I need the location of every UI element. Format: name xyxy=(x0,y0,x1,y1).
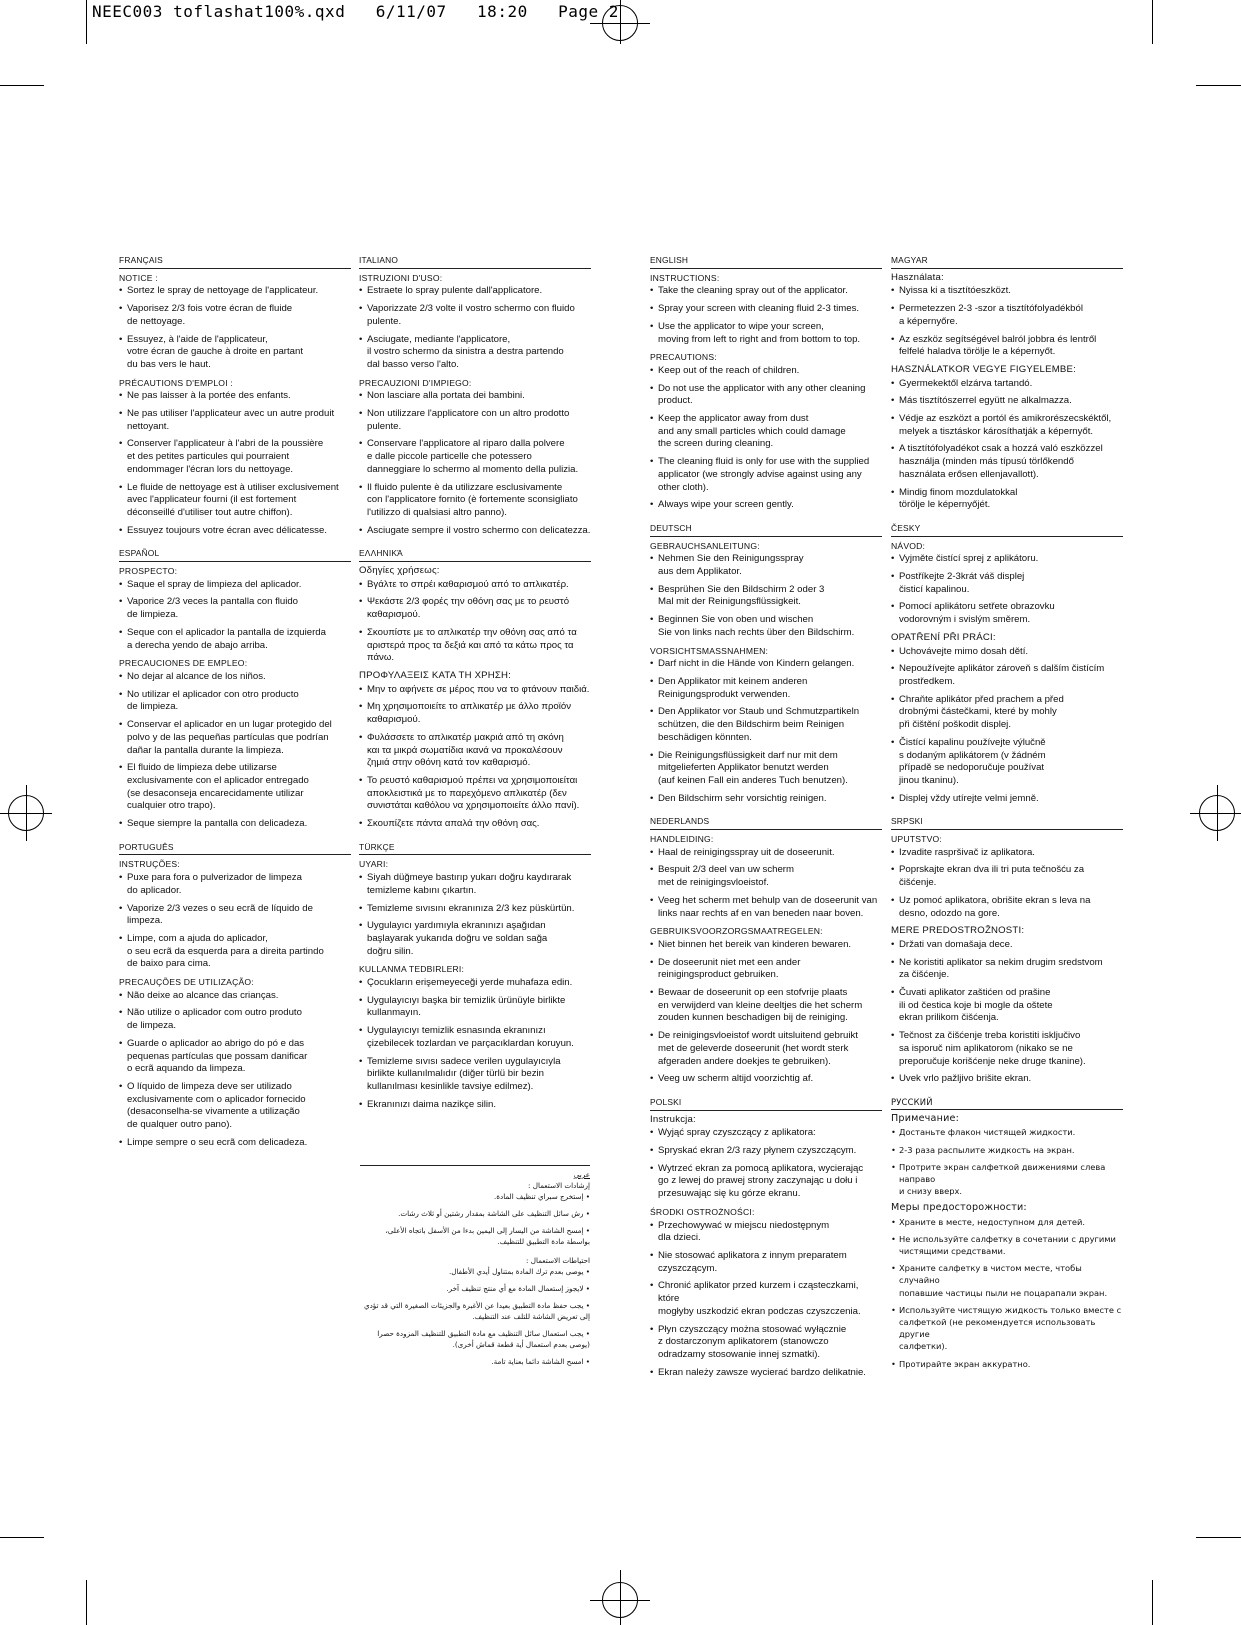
list-item: • Limpe, com a ajuda do aplicador, o seu ecrã da esquerda para a direita partindo de baixo para cima. xyxy=(119,933,351,971)
precautions-heading: ΠΡΟΦΥΛΑΞΕΙΣ ΚΑΤΑ ΤΗ ΧΡΗΣΗ: xyxy=(359,669,512,681)
language-heading: TÜRKÇE xyxy=(359,841,591,856)
list-item: • Temizleme sıvısını ekranınıza 2/3 kez püskürtün. xyxy=(359,903,591,916)
list-item: • Postříkejte 2-3krát váš displej čisticí kapalinou. xyxy=(891,571,1123,596)
list-item: • Μην το αφήνετε σε μέρος που να το φτάνουν παιδιά. xyxy=(359,684,591,697)
list-item: • Çocukların erişemeyeceği yerde muhafaza edin. xyxy=(359,977,591,990)
list-item: • The cleaning fluid is only for use with the supplied applicator (we strongly advise against using any other cloth). xyxy=(650,456,882,494)
crop-mark-bottom-right-v xyxy=(1152,1580,1153,1625)
list-item: • Izvadite raspršivač iz aplikatora. xyxy=(891,847,1123,860)
list-item: • Siyah düğmeye bastırıp yukarı doğru kaydırarak temizleme kabını çıkartın. xyxy=(359,872,591,897)
list-item: • Nehmen Sie den Reinigungsspray aus dem Applikator. xyxy=(650,553,882,578)
list-item: • Estraete lo spray pulente dall'applicatore. xyxy=(359,285,591,298)
list-item: • De reinigingsvloeistof wordt uitsluitend gebruikt met de geleverde doseerunit (het wordt sterk afgeraden andere doekjes te gebruiken). xyxy=(650,1030,882,1068)
list-item: • Asciugate, mediante l'applicatore, il vostro schermo da sinistra a destra partendo dal basso verso l'alto. xyxy=(359,334,591,372)
arabic-list-item: • إستخرج سبراي تنظيف المادة. xyxy=(493,1192,590,1201)
list-item: • Płyn czyszczący można stosować wyłącznie z dostarczonym aplikatorem (stanowczo odradzamy stosowanie innej szmatki). xyxy=(650,1324,882,1362)
instructions-heading: ISTRUZIONI D'USO: xyxy=(359,272,443,283)
list-item: • Spray your screen with cleaning fluid 2-3 times. xyxy=(650,303,882,316)
list-item: • Tečnost za čišćenje treba koristiti isključivo sa isporuč nim aplikatorom (nikako se ne preporučuje korišćenje neke druge tkanine). xyxy=(891,1030,1123,1068)
section-nederlands xyxy=(650,815,882,1086)
list-item: • Το ρευστό καθαρισμού πρέπει να χρησιμοποιείται αποκλειστικά με το παρεχόμενο απλικατέρ (δεν συνιστάται καθόλου να χρησιμοποιείτε άλλο πανί). xyxy=(359,775,591,813)
list-item: • Храните салфетку в чистом месте, чтобы случайно попавшие частицы пыли не поцарапали экран. xyxy=(891,1262,1123,1299)
list-item: • Beginnen Sie von oben und wischen Sie von links nach rechts über den Bildschirm. xyxy=(650,614,882,639)
list-item: • Uygulayıcıyı temizlik esnasında ekranınızı çizebilecek tozlardan ve parçacıklardan koruyun. xyxy=(359,1025,591,1050)
list-item: • El fluido de limpieza debe utilizarse exclusivamente con el aplicador entregado (se desaconseja encarecidamente utilizar cualquier otro trapo). xyxy=(119,762,351,813)
list-item: • Uygulayıcı yardımıyla ekranınızı aşağıdan başlayarak yukarıda doğru ve soldan sağa doğru silin. xyxy=(359,920,591,958)
column-1 xyxy=(119,254,351,1159)
section-deutsch xyxy=(650,522,882,805)
instructions-heading: Instrukcja: xyxy=(650,1113,696,1125)
list-item: • Veeg uw scherm altijd voorzichtig af. xyxy=(650,1073,882,1086)
section-polski xyxy=(650,1096,882,1379)
list-item: • Ne pas laisser à la portée des enfants. xyxy=(119,390,351,403)
list-item: • A tisztítófolyadékot csak a hozzá való eszközzel használja (minden más típusú törlőkendő használata erősen ellenjavallott). xyxy=(891,443,1123,481)
list-item: • Displej vždy utírejte velmi jemně. xyxy=(891,793,1123,806)
list-item: • Do not use the applicator with any other cleaning product. xyxy=(650,383,882,408)
column-4 xyxy=(891,254,1123,1380)
language-heading: РУССКИЙ xyxy=(891,1096,1123,1110)
list-item: • Mindig finom mozdulatokkal törölje le képernyőjét. xyxy=(891,487,1123,512)
crop-mark-bottom-left-h xyxy=(0,1537,44,1538)
list-item: • Guarde o aplicador ao abrigo do pó e das pequenas partículas que possam danificar o ecrã aquando da limpeza. xyxy=(119,1038,351,1076)
crop-mark-bottom-right-h xyxy=(1196,1537,1241,1538)
language-heading: DEUTSCH xyxy=(650,522,882,537)
list-item: • Az eszköz segítségével balról jobbra és lentről felfelé haladva törölje le a képernyőt. xyxy=(891,334,1123,359)
section-francais xyxy=(119,254,351,537)
column-3 xyxy=(650,254,882,1389)
list-item: • Haal de reinigingsspray uit de doseerunit. xyxy=(650,847,882,860)
list-item: • Asciugate sempre il vostro schermo con delicatezza. xyxy=(359,525,591,538)
language-heading: ITALIANO xyxy=(359,254,591,269)
section- xyxy=(359,547,591,830)
list-item: • Uchovávejte mimo dosah dětí. xyxy=(891,646,1123,659)
list-item: • Besprühen Sie den Bildschirm 2 oder 3 Mal mit der Reinigungsflüssigkeit. xyxy=(650,584,882,609)
arabic-list-item: • رش سائل التنظيف على الشاشة بمقدار رشتين أو ثلاث رشات. xyxy=(398,1209,590,1218)
list-item: • Niet binnen het bereik van kinderen bewaren. xyxy=(650,939,882,952)
list-item: • O líquido de limpeza deve ser utilizado exclusivamente com o aplicador fornecido (desaconselha-se vivamente a utilização de qualquer outro pano). xyxy=(119,1081,351,1132)
precautions-heading: MERE PREDOSTROŽNOSTI: xyxy=(891,925,1025,937)
list-item: • Не используйте салфетку в сочетании с другими чистящими средствами. xyxy=(891,1233,1123,1257)
list-item: • Протирайте экран аккуратно. xyxy=(891,1358,1123,1370)
language-heading: MAGYAR xyxy=(891,254,1123,269)
instructions-heading: PROSPECTO: xyxy=(119,566,178,577)
instructions-heading: UYARI: xyxy=(359,859,389,870)
instructions-heading: UPUTSTVO: xyxy=(891,834,942,845)
list-item: • Seque con el aplicador la pantalla de izquierda a derecha yendo de abajo arriba. xyxy=(119,627,351,652)
list-item: • Nie stosować aplikatora z innym preparatem czyszczącym. xyxy=(650,1250,882,1275)
list-item: • Uvek vrlo pažljivo brišite ekran. xyxy=(891,1073,1123,1086)
list-item: • Spryskać ekran 2/3 razy płynem czyszczącym. xyxy=(650,1145,882,1158)
language-heading: SRPSKI xyxy=(891,815,1123,830)
list-item: • Ekran należy zawsze wycierać bardzo delikatnie. xyxy=(650,1367,882,1380)
language-heading: FRANÇAIS xyxy=(119,254,351,269)
language-heading: ESPAÑOL xyxy=(119,547,351,562)
precautions-heading: VORSICHTSMASSNAHMEN: xyxy=(650,645,769,656)
list-item: • Seque siempre la pantalla con delicadeza. xyxy=(119,818,351,831)
crop-mark-top-left-v xyxy=(86,0,87,44)
list-item: • Ne koristiti aplikator sa nekim drugim sredstvom za čišćenje. xyxy=(891,957,1123,982)
arabic-instructions-title: إرشادات الاستعمال : xyxy=(528,1181,590,1190)
section-turkce xyxy=(359,841,591,1112)
list-item: • Przechowywać w miejscu niedostępnym dla dzieci. xyxy=(650,1220,882,1245)
list-item: • Φυλάσσετε το απλικατέρ μακριά από τη σκόνη και τα μικρά σωματίδια ικανά να προκαλέσουν ζημιά στην οθόνη κατά τον καθαρισμό. xyxy=(359,732,591,770)
list-item: • Die Reinigungsflüssigkeit darf nur mit dem mitgelieferten Applikator benutzt werden (auf keinen Fall ein anderes Tuch benutzen). xyxy=(650,750,882,788)
arabic-precautions-list xyxy=(360,1266,590,1367)
crop-mark-top-right-v xyxy=(1152,0,1153,44)
list-item: • Bewaar de doseerunit op een stofvrije plaats en verwijderd van kleine deeltjes die het scherm zouden kunnen beschadigen bij de reiniging. xyxy=(650,987,882,1025)
arabic-section xyxy=(360,1165,590,1373)
list-item: • Essuyez toujours votre écran avec délicatesse. xyxy=(119,525,351,538)
list-item: • Ne pas utiliser l'applicateur avec un autre produit nettoyant. xyxy=(119,408,351,433)
list-item: • Conservare l'applicatore al riparo dalla polvere e dalle piccole particelle che potessero danneggiare lo schermo al momento della pulizia. xyxy=(359,438,591,476)
list-item: • Keep the applicator away from dust and any small particles which could damage the screen during cleaning. xyxy=(650,413,882,451)
section-english xyxy=(650,254,882,512)
list-item: • Wyjąć spray czyszczący z aplikatora: xyxy=(650,1127,882,1140)
list-item: • Den Applikator mit keinem anderen Reinigungsprodukt verwenden. xyxy=(650,676,882,701)
precautions-heading: HASZNÁLATKOR VEGYE FIGYELEMBE: xyxy=(891,363,1076,375)
instructions-heading: NÁVOD: xyxy=(891,540,926,551)
instructions-heading: INSTRUCTIONS: xyxy=(650,272,720,283)
instructions-heading: Примечание: xyxy=(891,1113,960,1125)
column-2 xyxy=(359,254,591,1121)
arabic-precautions-title: احتياطات الاستعمال : xyxy=(526,1256,590,1265)
precautions-heading: PRÉCAUTIONS D'EMPLOI : xyxy=(119,377,233,388)
arabic-list-item: • لايجوز إستعمال المادة مع أي منتج تنظيف آخر. xyxy=(446,1284,590,1293)
language-heading: ENGLISH xyxy=(650,254,882,269)
list-item: • Храните в месте, недоступном для детей. xyxy=(891,1216,1123,1228)
instructions-heading: Οδηγίες χρήσεως: xyxy=(359,565,440,577)
arabic-list-item: • يجب حفظ مادة التطبيق بعيدا عن الأغبرة والجزيئات الصغيرة التي قد تؤدي إلى تعريض الشاشة للتلف عند التنظيف. xyxy=(363,1301,590,1321)
list-item: • Достаньте флакон чистящей жидкости. xyxy=(891,1126,1123,1138)
arabic-list-item: • امسح الشاشة دائما بعناية تامة. xyxy=(491,1357,590,1366)
list-item: • Uygulayıcıyı başka bir temizlik ürünüyle birlikte kullanmayın. xyxy=(359,995,591,1020)
list-item: • Протрите экран салфеткой движениями слева направо и снизу вверх. xyxy=(891,1161,1123,1198)
list-item: • Keep out of the reach of children. xyxy=(650,365,882,378)
list-item: • Vaporizzate 2/3 volte il vostro schermo con fluido pulente. xyxy=(359,303,591,328)
list-item: • Más tisztítószerrel együtt ne alkalmazza. xyxy=(891,395,1123,408)
precautions-heading: PRECAUCIONES DE EMPLEO: xyxy=(119,658,248,669)
list-item: • 2-3 раза распылите жидкость на экран. xyxy=(891,1144,1123,1156)
precautions-heading: Меры предосторожности: xyxy=(891,1202,1027,1214)
list-item: • Essuyez, à l'aide de l'applicateur, votre écran de gauche à droite en partant du bas vers le haut. xyxy=(119,334,351,372)
list-item: • Não deixe ao alcance das crianças. xyxy=(119,990,351,1003)
section-cesky xyxy=(891,522,1123,805)
list-item: • Vaporisez 2/3 fois votre écran de fluide de nettoyage. xyxy=(119,303,351,328)
arabic-list-item: • إمسح الشاشة من اليسار إلى اليمين بدءا من الأسفل باتجاه الأعلى، بواسطة مادة التطبيق للتنظيف. xyxy=(385,1226,590,1246)
list-item: • Limpe sempre o seu ecrã com delicadeza. xyxy=(119,1137,351,1150)
list-item: • Conservar el aplicador en un lugar protegido del polvo y de las pequeñas partículas que podrían dañar la pantalla durante la limpieza. xyxy=(119,719,351,757)
section-magyar xyxy=(891,254,1123,512)
crop-mark-bottom-left-v xyxy=(86,1580,87,1625)
list-item: • Držati van domašaja dece. xyxy=(891,939,1123,952)
list-item: • Gyermekektől elzárva tartandó. xyxy=(891,378,1123,391)
arabic-list-item: • يجب استعمال سائل التنظيف مع مادة التطبيق للتنظيف المزودة حصرا (يوصى بعدم استعمال أية قطعة قماش أخرى). xyxy=(377,1329,590,1349)
crop-mark-top-left-h xyxy=(0,85,44,86)
arabic-instructions-list xyxy=(360,1191,590,1247)
precautions-heading: PRECAUTIONS: xyxy=(650,352,717,363)
arabic-list-item: • يوصى بعدم ترك المادة بمتناول أيدي الأطفال. xyxy=(448,1267,590,1276)
list-item: • Vyjměte čistící sprej z aplikátoru. xyxy=(891,553,1123,566)
list-item: • Čuvati aplikator zaštićen od prašine ili od čestica koje bi mogle da oštete ekran prilikom čišćenja. xyxy=(891,987,1123,1025)
language-heading: ČESKY xyxy=(891,522,1123,537)
precautions-heading: OPATŘENÍ PŘI PRÁCI: xyxy=(891,631,996,643)
list-item: • Poprskajte ekran dva ili tri puta tečnošću za čišćenje. xyxy=(891,864,1123,889)
list-item: • Vaporice 2/3 veces la pantalla con fluido de limpieza. xyxy=(119,596,351,621)
list-item: • Não utilize o aplicador com outro produto de limpeza. xyxy=(119,1007,351,1032)
precautions-heading: PRECAUZIONI D'IMPIEGO: xyxy=(359,377,472,388)
section- xyxy=(891,1096,1123,1370)
list-item: • Βγάλτε το σπρέι καθαρισμού από το απλικατέρ. xyxy=(359,579,591,592)
list-item: • Bespuit 2/3 deel van uw scherm met de reinigingsvloeistof. xyxy=(650,864,882,889)
list-item: • Puxe para fora o pulverizador de limpeza do aplicador. xyxy=(119,872,351,897)
precautions-heading: GEBRUIKSVOORZORGSMAATREGELEN: xyxy=(650,926,823,937)
list-item: • Darf nicht in die Hände von Kindern gelangen. xyxy=(650,658,882,671)
list-item: • Veeg het scherm met behulp van de doseerunit van links naar rechts af en van beneden naar boven. xyxy=(650,895,882,920)
precautions-heading: PRECAUÇÕES DE UTILIZAÇÃO: xyxy=(119,977,254,988)
list-item: • Den Bildschirm sehr vorsichtig reinigen. xyxy=(650,793,882,806)
list-item: • Σκουπίστε με το απλικατέρ την οθόνη σας από τα αριστερά προς τα δεξιά και από τα κάτω προς τα πάνω. xyxy=(359,627,591,665)
section-portugues xyxy=(119,841,351,1150)
list-item: • Always wipe your screen gently. xyxy=(650,499,882,512)
precautions-heading: KULLANMA TEDBIRLERI: xyxy=(359,964,465,975)
list-item: • Čistící kapalinu používejte výlučně s dodaným aplikátorem (v žádném případě se nedoporučuje používat jinou tkaninu). xyxy=(891,737,1123,788)
list-item: • Take the cleaning spray out of the applicator. xyxy=(650,285,882,298)
list-item: • Sortez le spray de nettoyage de l'applicateur. xyxy=(119,285,351,298)
list-item: • Μη χρησιμοποιείτε το απλικατέρ με άλλο προϊόν καθαρισμού. xyxy=(359,701,591,726)
list-item: • No utilizar el aplicador con otro producto de limpieza. xyxy=(119,689,351,714)
crop-mark-top-right-h xyxy=(1196,85,1241,86)
list-item: • Use the applicator to wipe your screen, moving from left to right and from bottom to top. xyxy=(650,321,882,346)
arabic-lang-heading: عربي xyxy=(573,1170,590,1179)
list-item: • Nepoužívejte aplikátor zároveň s dalším čistícím prostředkem. xyxy=(891,663,1123,688)
list-item: • Uz pomoć aplikatora, obrišite ekran s leva na desno, odozdo na gore. xyxy=(891,895,1123,920)
instructions-heading: NOTICE : xyxy=(119,272,158,283)
list-item: • No dejar al alcance de los niños. xyxy=(119,671,351,684)
list-item: • Используйте чистящую жидкость только вместе с салфеткой (не рекомендуется использовать другие салфетки). xyxy=(891,1304,1123,1353)
list-item: • Chronić aplikator przed kurzem i cząsteczkami, które mogłyby uszkodzić ekran podczas czyszczenia. xyxy=(650,1280,882,1318)
list-item: • Non utilizzare l'applicatore con un altro prodotto pulente. xyxy=(359,408,591,433)
list-item: • Nyissa ki a tisztítóeszközt. xyxy=(891,285,1123,298)
instructions-heading: HANDLEIDING: xyxy=(650,834,714,845)
list-item: • Vaporize 2/3 vezes o seu ecrã de líquido de limpeza. xyxy=(119,903,351,928)
list-item: • Temizleme sıvısı sadece verilen uygulayıcıyla birlikte kullanılmalıdır (diğer türlü bir bezin kullanılması kesinlikle tavsiye edilmez). xyxy=(359,1056,591,1094)
language-heading: NEDERLANDS xyxy=(650,815,882,830)
list-item: • Il fluido pulente è da utilizzare esclusivamente con l'applicatore fornito (è fortemente sconsigliato l'utilizzo di qualsiasi altro panno). xyxy=(359,482,591,520)
list-item: • Wytrzeć ekran za pomocą aplikatora, wycierając go z lewej do prawej strony zaczynając u dołu i przesuwając się ku górze ekranu. xyxy=(650,1163,882,1201)
list-item: • Conserver l'applicateur à l'abri de la poussière et des petites particules qui pourraient endommager l'écran lors du nettoyage. xyxy=(119,438,351,476)
list-item: • Non lasciare alla portata dei bambini. xyxy=(359,390,591,403)
list-item: • Védje az eszközt a portól és amikrorészecskéktől, melyek a tisztáskor károsíthatják a képernyőt. xyxy=(891,413,1123,438)
precautions-heading: ŚRODKI OSTROŻNOŚCI: xyxy=(650,1206,755,1217)
instructions-heading: GEBRAUCHSANLEITUNG: xyxy=(650,540,760,551)
list-item: • Le fluide de nettoyage est à utiliser exclusivement avec l'applicateur fourni (il est fortement déconseillé d'utiliser tout autre chiffon). xyxy=(119,482,351,520)
section-srpski xyxy=(891,815,1123,1086)
language-heading: POLSKI xyxy=(650,1096,882,1111)
list-item: • Σκουπίζετε πάντα απαλά την οθόνη σας. xyxy=(359,818,591,831)
header-slug: NEEC003 toflashat100%.qxd 6/11/07 18:20 Page 2 xyxy=(92,2,619,21)
instructions-heading: INSTRUÇÕES: xyxy=(119,859,180,870)
instructions-heading: Használata: xyxy=(891,271,944,283)
language-heading: ΕΛΛΗΝΙΚΆ xyxy=(359,547,591,562)
list-item: • Ekranınızı daima nazikçe silin. xyxy=(359,1099,591,1112)
list-item: • Pomocí aplikátoru setřete obrazovku vodorovným i svislým směrem. xyxy=(891,601,1123,626)
list-item: • Ψεκάστε 2/3 φορές την οθόνη σας με το ρευστό καθαρισμού. xyxy=(359,596,591,621)
language-heading: PORTUGUÊS xyxy=(119,841,351,856)
list-item: • De doseerunit niet met een ander reinigingsproduct gebruiken. xyxy=(650,957,882,982)
section-italiano xyxy=(359,254,591,537)
arabic-rule xyxy=(360,1165,590,1166)
list-item: • Permetezzen 2-3 -szor a tisztítófolyadékból a képernyőre. xyxy=(891,303,1123,328)
list-item: • Chraňte aplikátor před prachem a před drobnými částečkami, které by mohly při čištění poškodit displej. xyxy=(891,694,1123,732)
list-item: • Den Applikator vor Staub und Schmutzpartikeln schützen, die den Bildschirm beim Reinigen beschädigen könnten. xyxy=(650,706,882,744)
section-espanol xyxy=(119,547,351,830)
list-item: • Saque el spray de limpieza del aplicador. xyxy=(119,579,351,592)
